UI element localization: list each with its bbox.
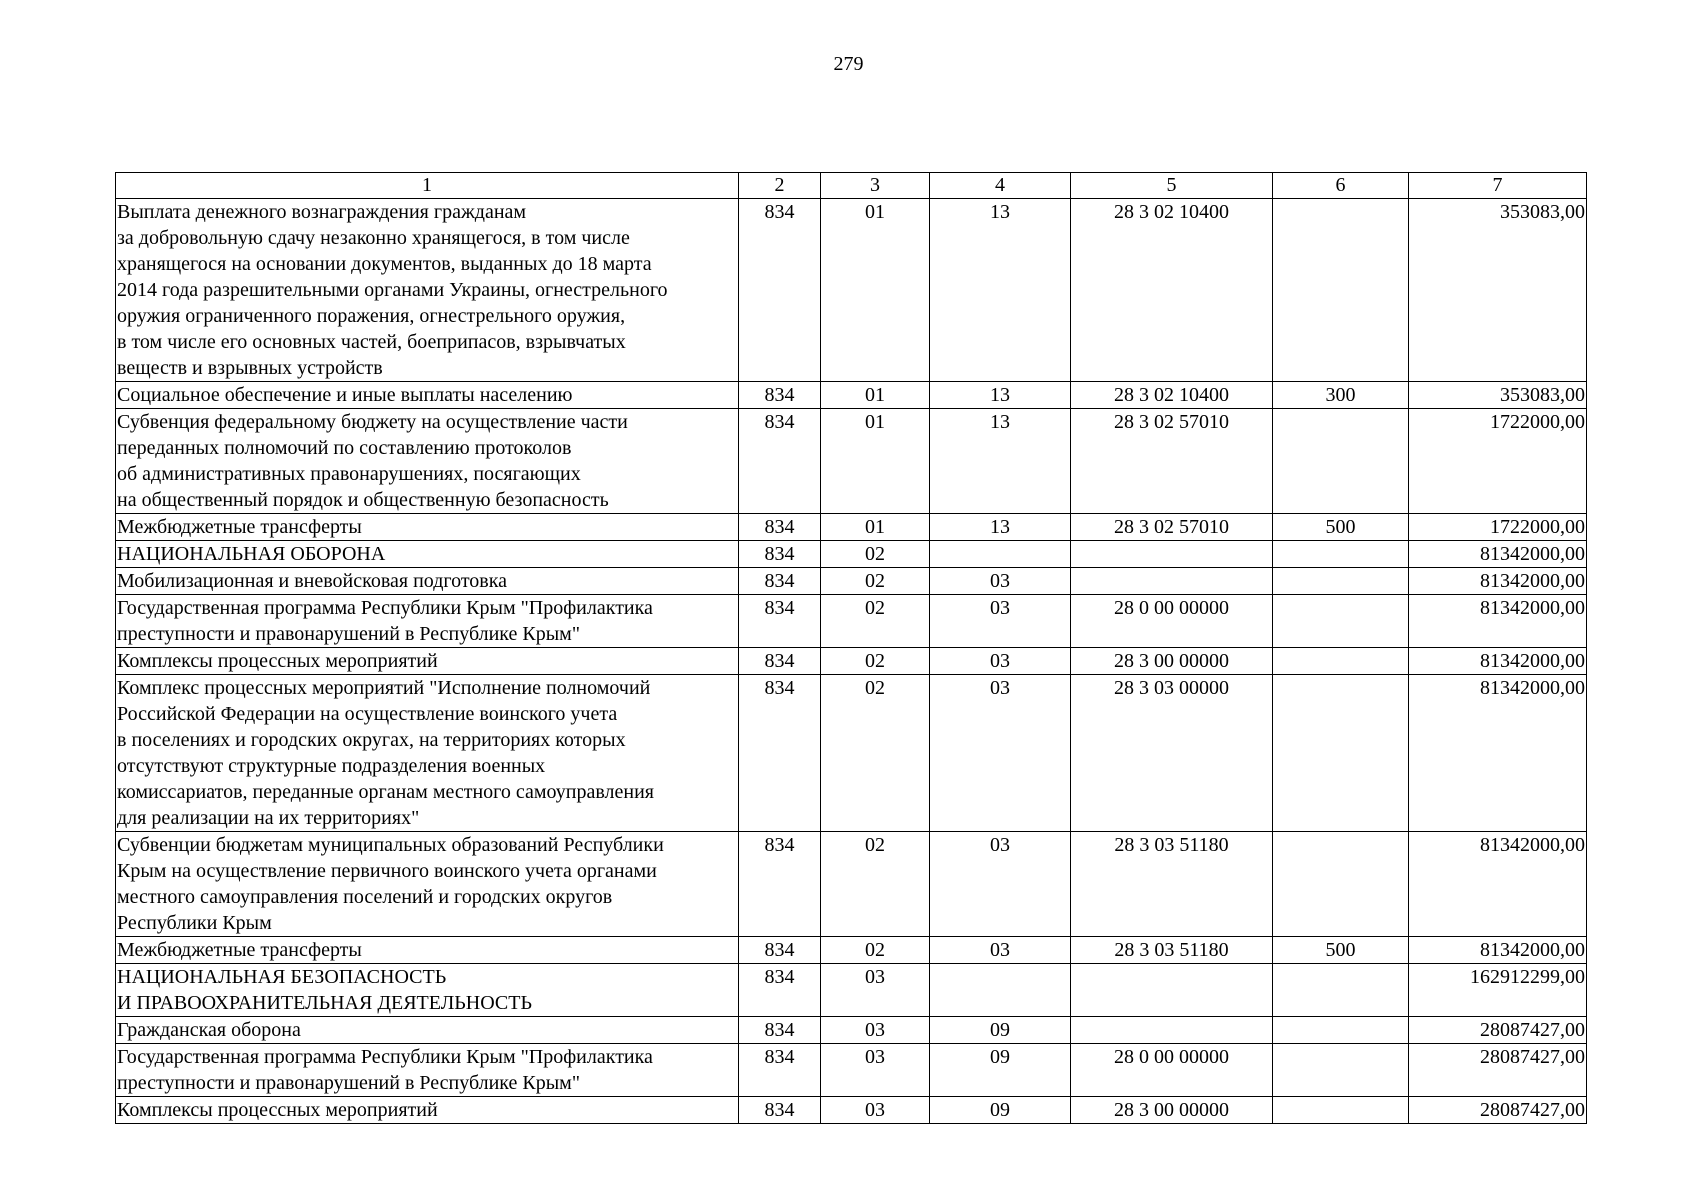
- header-col-4: 4: [930, 173, 1071, 199]
- row-subsection: 09: [930, 1097, 1071, 1124]
- row-admin-code: 834: [739, 937, 821, 964]
- row-expense-type: 300: [1273, 382, 1409, 409]
- row-subsection: 03: [930, 595, 1071, 648]
- row-section: 03: [821, 1097, 930, 1124]
- row-section: 01: [821, 514, 930, 541]
- row-section: 01: [821, 409, 930, 514]
- row-section: 02: [821, 595, 930, 648]
- row-description: Комплексы процессных мероприятий: [116, 1097, 739, 1124]
- row-target-article: 28 3 00 00000: [1071, 648, 1273, 675]
- row-section: 01: [821, 382, 930, 409]
- table-row: [116, 1044, 1587, 1097]
- row-target-article: 28 3 02 10400: [1071, 382, 1273, 409]
- row-description: НАЦИОНАЛЬНАЯ БЕЗОПАСНОСТЬ И ПРАВООХРАНИТЕЛЬНАЯ ДЕЯТЕЛЬНОСТЬ: [116, 964, 739, 1017]
- row-admin-code: 834: [739, 514, 821, 541]
- row-expense-type: [1273, 1097, 1409, 1124]
- row-admin-code: 834: [739, 648, 821, 675]
- row-amount: 1722000,00: [1409, 514, 1587, 541]
- table-row: [116, 675, 1587, 832]
- row-amount: 353083,00: [1409, 199, 1587, 382]
- row-description: НАЦИОНАЛЬНАЯ ОБОРОНА: [116, 541, 739, 568]
- table-row: [116, 832, 1587, 937]
- row-subsection: 13: [930, 409, 1071, 514]
- row-admin-code: 834: [739, 964, 821, 1017]
- row-description: Комплексы процессных мероприятий: [116, 648, 739, 675]
- row-description: Субвенция федеральному бюджету на осуществление части переданных полномочий по составлению протоколов об административных правонарушениях, посягающих на общественный порядок и общественную безопасность: [116, 409, 739, 514]
- row-subsection: [930, 541, 1071, 568]
- row-target-article: 28 3 00 00000: [1071, 1097, 1273, 1124]
- row-target-article: [1071, 541, 1273, 568]
- row-amount: 81342000,00: [1409, 648, 1587, 675]
- row-admin-code: 834: [739, 199, 821, 382]
- row-target-article: [1071, 568, 1273, 595]
- row-amount: 81342000,00: [1409, 568, 1587, 595]
- row-amount: 81342000,00: [1409, 937, 1587, 964]
- row-expense-type: [1273, 541, 1409, 568]
- row-expense-type: [1273, 964, 1409, 1017]
- row-description: Выплата денежного вознаграждения гражданам за добровольную сдачу незаконно хранящегося, в том числе хранящегося на основании документов, выданных до 18 марта 2014 года разрешительными органами Украины, огнестрельного оружия ограниченного поражения, огнестрельного оружия, в том числе его основных частей, боеприпасов, взрывчатых веществ и взрывных устройств: [116, 199, 739, 382]
- row-target-article: 28 0 00 00000: [1071, 595, 1273, 648]
- row-expense-type: [1273, 832, 1409, 937]
- row-subsection: 13: [930, 382, 1071, 409]
- row-section: 03: [821, 1017, 930, 1044]
- row-section: 01: [821, 199, 930, 382]
- row-description: Субвенции бюджетам муниципальных образований Республики Крым на осуществление первичного воинского учета органами местного самоуправления поселений и городских округов Республики Крым: [116, 832, 739, 937]
- row-subsection: 03: [930, 937, 1071, 964]
- table-row: [116, 937, 1587, 964]
- table-row: [116, 568, 1587, 595]
- table-row: [116, 595, 1587, 648]
- row-subsection: 03: [930, 675, 1071, 832]
- row-description: Комплекс процессных мероприятий "Исполнение полномочий Российской Федерации на осуществление воинского учета в поселениях и городских округах, на территориях которых отсутствуют структурные подразделения военных комиссариатов, переданные органам местного самоуправления для реализации на их территориях": [116, 675, 739, 832]
- row-description: Мобилизационная и вневойсковая подготовка: [116, 568, 739, 595]
- table-row: [116, 409, 1587, 514]
- row-section: 02: [821, 675, 930, 832]
- header-row: [116, 173, 1587, 199]
- row-admin-code: 834: [739, 1044, 821, 1097]
- row-description: Межбюджетные трансферты: [116, 937, 739, 964]
- row-target-article: 28 3 03 51180: [1071, 937, 1273, 964]
- table-row: [116, 648, 1587, 675]
- row-section: 02: [821, 832, 930, 937]
- row-admin-code: 834: [739, 382, 821, 409]
- header-col-1: 1: [116, 173, 739, 199]
- row-subsection: [930, 964, 1071, 1017]
- row-subsection: 09: [930, 1044, 1071, 1097]
- row-amount: 81342000,00: [1409, 675, 1587, 832]
- row-admin-code: 834: [739, 1097, 821, 1124]
- row-expense-type: [1273, 409, 1409, 514]
- row-amount: 28087427,00: [1409, 1017, 1587, 1044]
- page-number: 279: [833, 53, 864, 75]
- row-target-article: 28 3 03 00000: [1071, 675, 1273, 832]
- row-amount: 28087427,00: [1409, 1044, 1587, 1097]
- row-admin-code: 834: [739, 675, 821, 832]
- row-expense-type: [1273, 1044, 1409, 1097]
- table-row: [116, 199, 1587, 382]
- header-col-6: 6: [1273, 173, 1409, 199]
- row-section: 03: [821, 964, 930, 1017]
- table-row: [116, 541, 1587, 568]
- row-admin-code: 834: [739, 409, 821, 514]
- row-amount: 28087427,00: [1409, 1097, 1587, 1124]
- row-section: 03: [821, 1044, 930, 1097]
- row-amount: 162912299,00: [1409, 964, 1587, 1017]
- row-section: 02: [821, 568, 930, 595]
- row-target-article: 28 3 02 57010: [1071, 409, 1273, 514]
- row-amount: 81342000,00: [1409, 595, 1587, 648]
- row-admin-code: 834: [739, 1017, 821, 1044]
- row-expense-type: [1273, 595, 1409, 648]
- row-amount: 353083,00: [1409, 382, 1587, 409]
- row-subsection: 03: [930, 568, 1071, 595]
- row-subsection: 13: [930, 514, 1071, 541]
- row-target-article: 28 3 02 57010: [1071, 514, 1273, 541]
- table-row: [116, 1097, 1587, 1124]
- row-amount: 1722000,00: [1409, 409, 1587, 514]
- row-subsection: 03: [930, 648, 1071, 675]
- row-admin-code: 834: [739, 832, 821, 937]
- row-target-article: 28 0 00 00000: [1071, 1044, 1273, 1097]
- row-target-article: 28 3 03 51180: [1071, 832, 1273, 937]
- row-expense-type: [1273, 199, 1409, 382]
- row-expense-type: [1273, 568, 1409, 595]
- row-section: 02: [821, 648, 930, 675]
- table-row: [116, 1017, 1587, 1044]
- row-amount: 81342000,00: [1409, 832, 1587, 937]
- row-section: 02: [821, 541, 930, 568]
- row-expense-type: 500: [1273, 514, 1409, 541]
- row-expense-type: [1273, 1017, 1409, 1044]
- header-col-5: 5: [1071, 173, 1273, 199]
- table-row: [116, 382, 1587, 409]
- row-expense-type: [1273, 675, 1409, 832]
- row-admin-code: 834: [739, 568, 821, 595]
- row-subsection: 09: [930, 1017, 1071, 1044]
- row-description: Социальное обеспечение и иные выплаты населению: [116, 382, 739, 409]
- row-section: 02: [821, 937, 930, 964]
- row-target-article: [1071, 1017, 1273, 1044]
- header-col-3: 3: [821, 173, 930, 199]
- table-row: [116, 964, 1587, 1017]
- table-row: [116, 514, 1587, 541]
- row-description: Государственная программа Республики Крым "Профилактика преступности и правонарушений в Республике Крым": [116, 1044, 739, 1097]
- row-expense-type: 500: [1273, 937, 1409, 964]
- header-col-2: 2: [739, 173, 821, 199]
- row-subsection: 13: [930, 199, 1071, 382]
- budget-table: [115, 172, 1587, 1124]
- row-description: Гражданская оборона: [116, 1017, 739, 1044]
- row-target-article: [1071, 964, 1273, 1017]
- row-description: Государственная программа Республики Крым "Профилактика преступности и правонарушений в Республике Крым": [116, 595, 739, 648]
- header-col-7: 7: [1409, 173, 1587, 199]
- row-expense-type: [1273, 648, 1409, 675]
- row-admin-code: 834: [739, 595, 821, 648]
- row-subsection: 03: [930, 832, 1071, 937]
- row-amount: 81342000,00: [1409, 541, 1587, 568]
- row-description: Межбюджетные трансферты: [116, 514, 739, 541]
- row-target-article: 28 3 02 10400: [1071, 199, 1273, 382]
- row-admin-code: 834: [739, 541, 821, 568]
